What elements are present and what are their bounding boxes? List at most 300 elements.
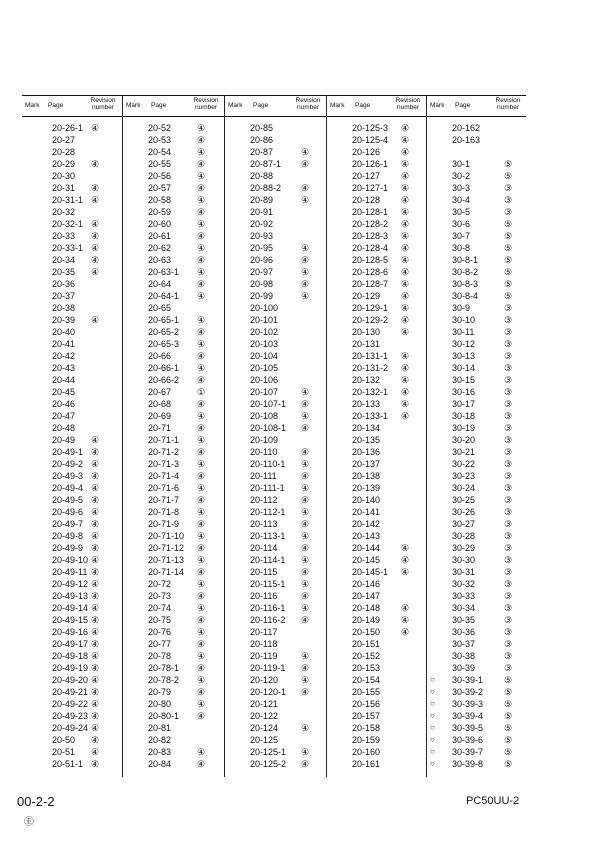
table-row: [327, 230, 427, 242]
row-revision: ④: [196, 471, 206, 481]
table-row: [22, 482, 122, 494]
table-row: [22, 362, 122, 374]
row-page: 20-98: [250, 279, 274, 289]
row-page: 20-48: [52, 423, 76, 433]
table-row: [123, 614, 225, 626]
row-page: 20-30: [52, 171, 76, 181]
table-row: [427, 122, 527, 134]
table-row: [123, 386, 225, 398]
row-page: 20-110-1: [250, 459, 286, 469]
row-revision: ④: [400, 123, 410, 133]
row-page: 20-128-1: [352, 207, 389, 217]
table-row: [427, 518, 527, 530]
table-row: [427, 326, 527, 338]
row-revision: ④: [400, 351, 410, 361]
row-page: 20-66: [148, 351, 172, 361]
row-page: 20-29: [52, 159, 76, 169]
row-revision: ④: [196, 699, 206, 709]
row-revision: ④: [300, 243, 310, 253]
table-row: [427, 758, 527, 770]
row-page: 20-126: [352, 147, 381, 157]
row-page: 30-16: [452, 387, 476, 397]
row-page: 20-115-1: [250, 579, 286, 589]
table-row: [327, 338, 427, 350]
row-page: 20-65-1: [148, 315, 180, 325]
table-row: [225, 554, 327, 566]
row-page: 20-87-1: [250, 159, 282, 169]
row-page: 20-46: [52, 399, 76, 409]
row-page: 20-104: [250, 351, 279, 361]
row-revision: ③: [503, 615, 513, 625]
row-revision: ⑤: [503, 735, 513, 745]
row-revision: ④: [90, 267, 100, 277]
table-row: [123, 374, 225, 386]
table-row: [327, 662, 427, 674]
table-row: [327, 362, 427, 374]
row-revision: ④: [196, 435, 206, 445]
row-revision: ④: [300, 291, 310, 301]
row-page: 30-3: [452, 183, 471, 193]
row-revision: ③: [503, 315, 513, 325]
row-revision: ④: [90, 183, 100, 193]
row-page: 20-120-1: [250, 687, 287, 697]
row-page: 20-101: [250, 315, 279, 325]
row-page: 20-121: [250, 699, 279, 709]
table-row: [225, 566, 327, 578]
row-page: 20-32: [52, 207, 76, 217]
table-row: [123, 542, 225, 554]
row-page: 20-137: [352, 459, 381, 469]
row-revision: ④: [90, 759, 100, 769]
table-row: [427, 686, 527, 698]
row-page: 20-162: [452, 123, 481, 133]
row-revision: ④: [196, 255, 206, 265]
header-revision: Revision number: [90, 97, 116, 111]
row-page: 20-150: [352, 627, 381, 637]
table-row: [327, 194, 427, 206]
table-row: [427, 182, 527, 194]
table-row: [327, 638, 427, 650]
header-mark: Mark: [25, 102, 40, 109]
row-page: 20-152: [352, 651, 381, 661]
row-revision: ④: [90, 123, 100, 133]
table-row: [22, 122, 122, 134]
row-revision: ④: [400, 363, 410, 373]
row-page: 20-105: [250, 363, 279, 373]
row-revision: ③: [503, 435, 513, 445]
row-revision: ④: [90, 483, 100, 493]
table-row: [123, 290, 225, 302]
row-revision: ④: [196, 603, 206, 613]
row-revision: ④: [400, 159, 410, 169]
row-page: 20-34: [52, 255, 76, 265]
row-revision: ③: [503, 303, 513, 313]
table-row: [123, 362, 225, 374]
row-revision: ④: [90, 687, 100, 697]
row-revision: ⑤: [503, 255, 513, 265]
table-row: [123, 266, 225, 278]
row-revision: ③: [503, 339, 513, 349]
row-page: 20-158: [352, 723, 381, 733]
table-row: [22, 614, 122, 626]
header-revision: Revision number: [295, 97, 321, 111]
row-mark: ○: [430, 747, 435, 756]
table-row: [123, 218, 225, 230]
table-row: [225, 638, 327, 650]
row-page: 20-80: [148, 699, 172, 709]
row-revision: ④: [400, 267, 410, 277]
row-page: 20-145-1: [352, 567, 389, 577]
row-page: 20-83: [148, 747, 172, 757]
row-page: 20-108-1: [250, 423, 287, 433]
table-row: [123, 650, 225, 662]
table-row: [427, 698, 527, 710]
table-row: [123, 710, 225, 722]
table-row: [22, 410, 122, 422]
row-page: 20-156: [352, 699, 381, 709]
row-revision: ④: [196, 327, 206, 337]
table-row: [427, 674, 527, 686]
table-row: [123, 458, 225, 470]
table-row: [327, 218, 427, 230]
row-page: 20-128-2: [352, 219, 389, 229]
row-page: 20-76: [148, 627, 172, 637]
row-revision: ④: [300, 519, 310, 529]
row-page: 20-99: [250, 291, 274, 301]
row-page: 20-49-20: [52, 675, 89, 685]
row-page: 30-10: [452, 315, 476, 325]
table-row: [225, 494, 327, 506]
row-page: 20-49-11: [52, 567, 88, 577]
row-page: 20-49-12: [52, 579, 89, 589]
row-page: 30-39: [452, 663, 476, 673]
row-page: 20-49-23: [52, 711, 89, 721]
row-page: 30-39-6: [452, 735, 484, 745]
table-row: [327, 182, 427, 194]
row-page: 30-21: [452, 447, 476, 457]
row-revision: ⑤: [503, 279, 513, 289]
row-revision: ③: [503, 195, 513, 205]
table-row: [225, 158, 327, 170]
row-page: 20-49-18: [52, 651, 89, 661]
row-revision: ③: [503, 495, 513, 505]
table-row: [327, 698, 427, 710]
row-revision: ④: [400, 555, 410, 565]
table-row: [225, 422, 327, 434]
row-page: 20-88-2: [250, 183, 282, 193]
row-revision: ④: [400, 291, 410, 301]
row-revision: ④: [196, 123, 206, 133]
row-page: 20-96: [250, 255, 274, 265]
table-row: [22, 650, 122, 662]
table-row: [327, 710, 427, 722]
table-row: [327, 278, 427, 290]
row-page: 20-155: [352, 687, 381, 697]
table-row: [225, 338, 327, 350]
row-revision: ④: [196, 591, 206, 601]
row-page: 20-52: [148, 123, 172, 133]
table-row: [327, 746, 427, 758]
row-mark: ○: [430, 687, 435, 696]
row-revision: ⑤: [503, 687, 513, 697]
table-row: [22, 278, 122, 290]
row-page: 20-44: [52, 375, 76, 385]
table-row: [22, 182, 122, 194]
table-row: [427, 230, 527, 242]
table-row: [22, 170, 122, 182]
table-row: [427, 374, 527, 386]
table-row: [22, 734, 122, 746]
row-revision: ④: [196, 411, 206, 421]
row-revision: ④: [196, 399, 206, 409]
table-row: [123, 194, 225, 206]
table-row: [225, 482, 327, 494]
table-row: [327, 170, 427, 182]
row-page: 20-56: [148, 171, 172, 181]
row-page: 20-88: [250, 171, 274, 181]
row-revision: ④: [400, 219, 410, 229]
row-page: 20-49-2: [52, 459, 84, 469]
row-page: 30-36: [452, 627, 476, 637]
table-row: [22, 326, 122, 338]
table-row: [327, 206, 427, 218]
row-revision: ④: [196, 579, 206, 589]
row-page: 20-51: [52, 747, 76, 757]
row-revision: ④: [300, 531, 310, 541]
table-row: [22, 722, 122, 734]
row-revision: ④: [300, 459, 310, 469]
table-row: [427, 278, 527, 290]
table-row: [123, 518, 225, 530]
row-page: 30-35: [452, 615, 476, 625]
table-row: [225, 374, 327, 386]
table-row: [22, 470, 122, 482]
table-row: [225, 650, 327, 662]
table-row: [123, 506, 225, 518]
row-revision: ④: [90, 495, 100, 505]
row-page: 20-36: [52, 279, 76, 289]
table-row: [427, 590, 527, 602]
table-row: [327, 266, 427, 278]
table-row: [123, 470, 225, 482]
row-revision: ⑤: [503, 711, 513, 721]
table-row: [427, 566, 527, 578]
row-page: 20-128-3: [352, 231, 389, 241]
table-row: [327, 602, 427, 614]
table-row: [327, 122, 427, 134]
table-row: [225, 362, 327, 374]
row-revision: ④: [400, 411, 410, 421]
row-revision: ④: [400, 255, 410, 265]
table-row: [22, 698, 122, 710]
row-page: 20-49-6: [52, 507, 84, 517]
row-page: 20-50: [52, 735, 76, 745]
row-page: 30-8: [452, 243, 471, 253]
row-page: 20-100: [250, 303, 279, 313]
row-revision: ⑤: [503, 291, 513, 301]
row-page: 20-89: [250, 195, 274, 205]
table-row: [22, 230, 122, 242]
row-revision: ④: [300, 579, 310, 589]
row-revision: ④: [300, 471, 310, 481]
table-row: [22, 446, 122, 458]
row-page: 20-47: [52, 411, 76, 421]
table-row: [427, 602, 527, 614]
row-page: 20-159: [352, 735, 381, 745]
row-page: 20-113-1: [250, 531, 286, 541]
row-revision: ④: [400, 171, 410, 181]
table-row: [123, 686, 225, 698]
row-page: 20-139: [352, 483, 381, 493]
row-mark: ○: [430, 711, 435, 720]
table-row: [22, 218, 122, 230]
row-page: 20-144: [352, 543, 381, 553]
table-row: [225, 206, 327, 218]
row-page: 20-66-1: [148, 363, 180, 373]
row-page: 20-45: [52, 387, 76, 397]
table-row: [327, 434, 427, 446]
row-revision: ④: [400, 195, 410, 205]
table-row: [427, 350, 527, 362]
table-row: [327, 614, 427, 626]
table-column: [326, 95, 427, 777]
table-row: [427, 254, 527, 266]
table-row: [327, 134, 427, 146]
row-revision: ④: [90, 579, 100, 589]
row-page: 20-115: [250, 567, 278, 577]
table-row: [427, 386, 527, 398]
table-row: [427, 554, 527, 566]
row-page: 20-107-1: [250, 399, 287, 409]
table-row: [225, 230, 327, 242]
row-revision: ④: [90, 651, 100, 661]
row-page: 20-128-5: [352, 255, 389, 265]
table-row: [225, 686, 327, 698]
row-revision: ④: [196, 147, 206, 157]
row-page: 20-63: [148, 255, 172, 265]
row-revision: ④: [90, 435, 100, 445]
row-page: 30-39-2: [452, 687, 484, 697]
table-row: [427, 662, 527, 674]
table-row: [225, 542, 327, 554]
row-revision: ⑤: [503, 171, 513, 181]
row-page: 20-112: [250, 495, 278, 505]
row-revision: ④: [300, 651, 310, 661]
row-page: 30-8-1: [452, 255, 479, 265]
row-revision: ④: [300, 147, 310, 157]
table-row: [22, 506, 122, 518]
edition-mark: Ⓔ: [24, 817, 34, 828]
table-row: [225, 518, 327, 530]
table-row: [225, 278, 327, 290]
table-row: [22, 530, 122, 542]
row-revision: ⑤: [503, 267, 513, 277]
header-revision: Revision number: [193, 97, 219, 111]
row-page: 30-8-3: [452, 279, 479, 289]
row-page: 30-23: [452, 471, 476, 481]
table-row: [22, 158, 122, 170]
row-revision: ④: [90, 675, 100, 685]
row-page: 30-37: [452, 639, 476, 649]
row-revision: ④: [196, 507, 206, 517]
row-page: 20-151: [352, 639, 381, 649]
row-page: 20-107: [250, 387, 279, 397]
table-row: [427, 734, 527, 746]
row-revision: ③: [503, 363, 513, 373]
table-row: [327, 518, 427, 530]
row-page: 20-129-1: [352, 303, 389, 313]
table-row: [123, 758, 225, 770]
row-revision: ④: [300, 387, 310, 397]
row-mark: ○: [430, 735, 435, 744]
header-mark: Mark: [430, 102, 445, 109]
table-row: [22, 710, 122, 722]
row-revision: ④: [400, 303, 410, 313]
row-page: 20-117: [250, 627, 278, 637]
row-revision: ③: [503, 459, 513, 469]
row-page: 20-103: [250, 339, 279, 349]
table-row: [427, 446, 527, 458]
table-row: [327, 686, 427, 698]
table-row: [327, 554, 427, 566]
row-revision: ④: [90, 447, 100, 457]
row-page: 20-65: [148, 303, 172, 313]
table-row: [22, 458, 122, 470]
row-revision: ④: [300, 507, 310, 517]
row-page: 20-57: [148, 183, 172, 193]
row-revision: ④: [300, 483, 310, 493]
row-page: 20-71-12: [148, 543, 185, 553]
row-page: 20-40: [52, 327, 76, 337]
table-row: [427, 626, 527, 638]
table-row: [427, 314, 527, 326]
row-revision: ④: [400, 207, 410, 217]
table-row: [123, 746, 225, 758]
table-row: [225, 350, 327, 362]
row-page: 20-136: [352, 447, 381, 457]
row-page: 30-39-7: [452, 747, 484, 757]
row-page: 20-49-21: [52, 687, 89, 697]
row-page: 30-34: [452, 603, 476, 613]
row-page: 30-24: [452, 483, 476, 493]
row-page: 30-2: [452, 171, 471, 181]
row-revision: ④: [196, 759, 206, 769]
row-revision: ③: [503, 627, 513, 637]
row-revision: ④: [196, 195, 206, 205]
table-row: [327, 158, 427, 170]
table-row: [123, 698, 225, 710]
row-revision: ④: [300, 195, 310, 205]
row-page: 30-19: [452, 423, 476, 433]
table-row: [225, 626, 327, 638]
row-page: 20-49-17: [52, 639, 89, 649]
row-revision: ④: [90, 315, 100, 325]
table-row: [225, 458, 327, 470]
row-page: 20-163: [452, 135, 481, 145]
row-revision: ③: [503, 471, 513, 481]
row-page: 20-67: [148, 387, 172, 397]
row-revision: ④: [196, 615, 206, 625]
table-row: [327, 734, 427, 746]
row-revision: ④: [300, 159, 310, 169]
row-revision: ③: [503, 579, 513, 589]
table-row: [22, 638, 122, 650]
header-mark: Mark: [228, 102, 243, 109]
row-page: 20-74: [148, 603, 172, 613]
row-revision: ④: [196, 531, 206, 541]
row-revision: ③: [503, 399, 513, 409]
header-page: Page: [455, 102, 471, 109]
